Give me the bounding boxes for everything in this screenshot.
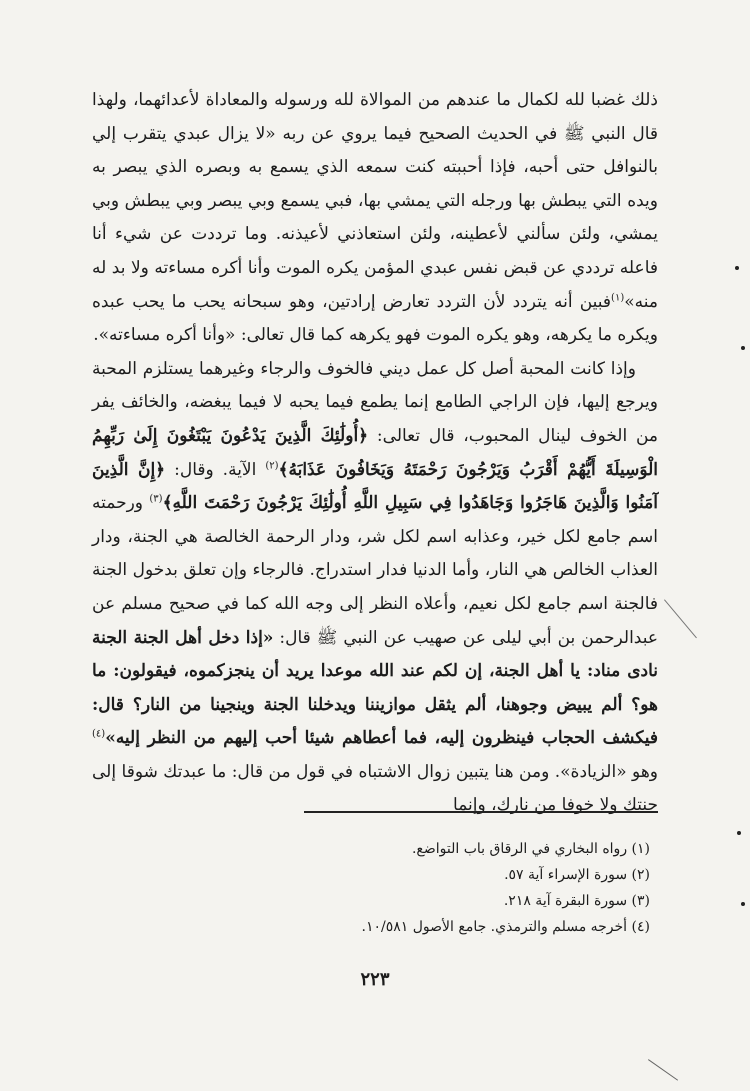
footnote-ref-2: (٢): [265, 459, 279, 471]
quran-verse-1: ﴿أُولَٰئِكَ الَّذِينَ يَدْعُونَ يَبْتَغُونَ إِلَىٰ رَبِّهِمُ الْوَسِيلَةَ أَيُّهُمْ أَقْرَبُ وَيَرْجُونَ رَحْمَتَهُ وَيَخَافُونَ عَذَابَهُ﴾: [92, 425, 659, 480]
paragraph-2-end: وهو «الزيادة». ومن هنا يتبين زوال الاشتباه في قول من قال: ما عبدتك شوقا إلى جنتك ولا خوفا من نارك، وإنما: [92, 761, 659, 816]
paragraph-2-body: ورحمته اسم جامع لكل خير، وعذابه اسم لكل شر، ودار الرحمة الخالصة هي الجنة، ودار العذاب الخالص هي النار، وأما الدنيا فدار استدراج. فالرجاء وإن تعلق بدخول الجنة فالجنة اسم جامع لكل نعيم، وأعلاه النظر إلى وجه الله كما في صحيح مسلم عن عبدالرحمن بن أبي ليلى عن صهيب عن النبي ﷺ قال:: [92, 493, 659, 648]
margin-scratch: [664, 599, 697, 638]
paragraph-2: [92, 353, 658, 823]
footnote-ref-1: (١): [611, 291, 625, 303]
margin-dot: [737, 831, 741, 835]
footnote-divider: [304, 811, 658, 813]
paragraph-2-intro: وإذا كانت المحبة أصل كل عمل ديني فالخوف والرجاء وغيرهما يستلزم المحبة ويرجع إليها، فإن الراجي الطامع إنما يطمع فيما يحبه لا فيما يبغضه، والخائف يفر من الخوف لينال المحبوب، قال تعالى:: [92, 358, 659, 446]
paragraph-1: [92, 84, 658, 353]
footnote-2: (٢) سورة الإسراء آية ٥٧.: [504, 867, 650, 883]
footnote-4: (٤) أخرجه مسلم والترمذي. جامع الأصول ١٠/٥٨١.: [361, 919, 650, 935]
footnotes: [300, 836, 650, 940]
footnote-ref-3: (٣): [149, 493, 163, 505]
footnote-1: (١) رواه البخاري في الرقاق باب التواضع.: [411, 841, 650, 857]
page-number: ٢٢٣: [360, 969, 390, 990]
quran-verse-2: ﴿إِنَّ الَّذِينَ آمَنُوا وَالَّذِينَ هَاجَرُوا وَجَاهَدُوا فِي سَبِيلِ اللَّهِ أُولَٰئِكَ يَرْجُونَ رَحْمَتَ اللَّهِ﴾: [92, 459, 658, 514]
footnote-3: (٣) سورة البقرة آية ٢١٨.: [503, 893, 650, 909]
margin-dot: [735, 266, 739, 270]
paragraph-1-continued: فبين أنه يتردد لأن التردد تعارض إرادتين، وهو سبحانه يحب ما يحب عبده ويكره ما يكرهه، وهو يكره الموت فهو يكرهه كما قال تعالى: «وأنا أكره مساءته».: [92, 291, 658, 346]
verse-transition: الآية. وقال:: [174, 459, 257, 480]
hadith-text: ذلك غضبا لله لكمال ما عندهم من الموالاة لله ورسوله والمعاداة لأعدائهما، ولهذا قال النبي ﷺ في الحديث الصحيح فيما يروي عن ربه «لا يزال عبدي يتقرب إلي بالنوافل حتى أحبه، فإذا أحببته كنت سمعه الذي يسمع به وبصره الذي يبصر به ويده التي يبطش بها ورجله التي يمشي بها، فبي يسمع وبي يبصر وبي يبطش وبي يمشي، ولئن سألني لأعطينه، ولئن استعاذني لأعيذنه. وما ترددت عن شيء أنا فاعله ترددي عن قبض نفس عبدي المؤمن يكره الموت وأنا أكره مساءته ولا بد له منه»: [92, 90, 658, 312]
page-corner-mark: [648, 1059, 678, 1080]
main-text: [92, 84, 658, 823]
footnote-ref-4: (٤): [92, 728, 106, 740]
hadith-bold: «إذا دخل أهل الجنة الجنة نادى مناد: يا أهل الجنة، إن لكم عند الله موعدا يريد أن ينجزكموه، فيقولون: ما هو؟ ألم يبيض وجوهنا، ألم يثقل موازيننا ويدخلنا الجنة وينجينا من النار؟ قال: فيكشف الحجاب فينظرون إليه، فما أعطاهم شيئا أحب إليهم من النظر إليه»: [92, 627, 658, 749]
margin-dot: [741, 346, 745, 350]
margin-dot: [741, 902, 745, 906]
